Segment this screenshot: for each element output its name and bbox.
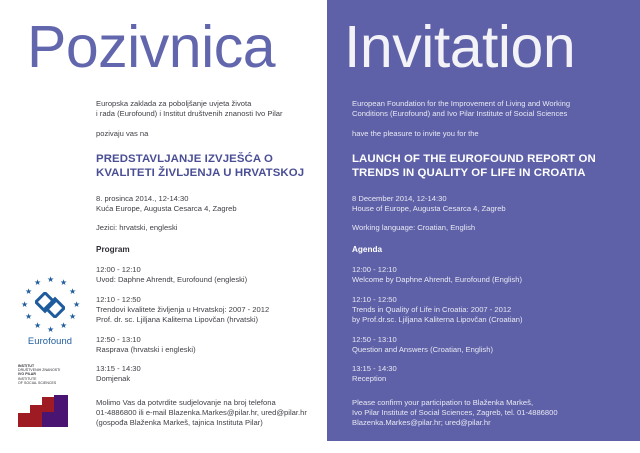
pilar-logo: [18, 364, 90, 427]
croatian-agenda-list: [96, 265, 321, 385]
croatian-body: [96, 99, 321, 429]
pilar-text-line-3: IVO PILAR: [18, 372, 36, 377]
agenda-item-desc: Trends in Quality of Life in Croatia: 2007 - 2012: [352, 304, 512, 314]
agenda-item-desc: Trendovi kvalitete življenja u Hrvatskoj: 2007 - 2012: [96, 304, 270, 314]
eu-star-icon: ★: [34, 278, 42, 287]
croatian-date-venue: [96, 194, 321, 215]
english-date-venue: [352, 194, 622, 215]
croatian-venue: Kuća Europe, Augusta Cesarca 4, Zagreb: [96, 204, 237, 214]
english-panel: [327, 0, 640, 441]
agenda-item-desc: Domjenak: [96, 374, 131, 384]
agenda-item-desc-2: Prof. dr. sc. Ljiljana Kaliterna Lipovčan (hrvatski): [96, 315, 259, 325]
croatian-date: 8. prosinca 2014., 12-14:30: [96, 193, 189, 203]
agenda-item-desc-2: by Prof.dr.sc. Ljiljana Kaliterna Lipovčan (Croatian): [352, 315, 523, 325]
eu-star-icon: ★: [21, 300, 29, 309]
eu-star-icon: ★: [60, 321, 68, 330]
eu-star-icon: ★: [60, 278, 68, 287]
croatian-organizers-line-2: i rada (Eurofound) i Institut društvenih znanosti Ivo Pilar: [96, 109, 283, 119]
english-venue: House of Europe, Augusta Cesarca 4, Zagreb: [352, 204, 506, 214]
pilar-staircase-blocks-icon: [18, 387, 80, 427]
croatian-contact: [96, 398, 321, 429]
croatian-event-title: [96, 152, 321, 180]
english-organizers-line-1: European Foundation for the Improvement of Living and Working: [352, 99, 571, 108]
agenda-item-time: 12:00 - 12:10: [352, 265, 397, 275]
agenda-item-time: 12:50 - 13:10: [352, 334, 397, 344]
english-date: 8 December 2014, 12-14:30: [352, 193, 447, 203]
agenda-item: [96, 335, 321, 356]
english-agenda-list: [352, 265, 622, 385]
pilar-text-line-5: OF SOCIAL SCIENCES: [18, 380, 57, 385]
eurofound-logo: [14, 276, 86, 346]
agenda-item: [352, 335, 622, 356]
english-body: [352, 99, 622, 429]
eu-star-icon: ★: [47, 275, 55, 284]
english-headline: Invitation: [344, 14, 576, 80]
agenda-item: [352, 295, 622, 326]
eu-star-icon: ★: [73, 300, 81, 309]
agenda-item-time: 12:10 - 12:50: [96, 294, 141, 304]
agenda-item-time: 12:00 - 12:10: [96, 265, 141, 275]
eu-star-icon: ★: [47, 325, 55, 334]
agenda-item-time: 12:10 - 12:50: [352, 294, 397, 304]
english-event-title: [352, 152, 622, 180]
agenda-item-desc: Rasprava (hrvatski i engleski): [96, 344, 196, 354]
agenda-item-time: 13:15 - 14:30: [352, 364, 397, 374]
croatian-event-title-line-1: PREDSTAVLJANJE IZVJEŠĆA O: [96, 152, 273, 165]
agenda-item: [96, 295, 321, 326]
english-event-title-line-1: LAUNCH OF THE EUROFOUND REPORT ON: [352, 152, 596, 165]
agenda-item: [96, 364, 321, 385]
croatian-event-title-line-2: KVALITETI ŽIVLJENJA U HRVATSKOJ: [96, 166, 305, 179]
pilar-text-line-2: DRUŠTVENIH ZNANOSTI: [18, 368, 61, 373]
english-contact-line-2: Ivo Pilar Institute of Social Sciences, Zagreb, tel. 01-4886800: [352, 408, 558, 418]
croatian-headline: Pozivnica: [27, 14, 276, 80]
agenda-item-time: 12:50 - 13:10: [96, 334, 141, 344]
eu-star-icon: ★: [34, 321, 42, 330]
eu-star-icon: ★: [69, 287, 77, 296]
croatian-contact-line-2: 01-4886800 ili e-mail Blazenka.Markes@pilar.hr, ured@pilar.hr: [96, 408, 307, 418]
croatian-invite-line: pozivaju vas na: [96, 128, 149, 138]
english-organizers-line-2: Conditions (Eurofound) and Ivo Pilar Institute of Social Sciences: [352, 109, 568, 119]
croatian-contact-line-3: (gospođa Blaženka Markeš, tajnica Instituta Pilar): [96, 418, 263, 428]
agenda-item-time: 13:15 - 14:30: [96, 364, 141, 374]
english-organizers: [352, 99, 622, 120]
english-languages: Working language: Croatian, English: [352, 223, 476, 233]
english-contact: [352, 398, 622, 429]
agenda-item-desc: Uvod: Daphne Ahrendt, Eurofound (engleski): [96, 275, 248, 285]
croatian-agenda-label: Program: [96, 244, 130, 254]
agenda-item: [96, 265, 321, 286]
croatian-organizers: [96, 99, 321, 120]
pilar-text-line-4: INSTITUTE: [18, 376, 37, 381]
english-contact-line-3: Blazenka.Markes@pilar.hr; ured@pilar.hr: [352, 418, 491, 428]
croatian-organizers-line-1: Europska zaklada za poboljšanje uvjeta života: [96, 99, 252, 108]
english-agenda-label: Agenda: [352, 244, 383, 254]
agenda-item: [352, 265, 622, 286]
eurofound-wordmark: Eurofound: [27, 335, 73, 346]
eu-star-icon: ★: [25, 312, 33, 321]
english-event-title-line-2: TRENDS IN QUALITY OF LIFE IN CROATIA: [352, 166, 586, 179]
english-invite-line: have the pleasure to invite you for the: [352, 128, 479, 138]
agenda-item: [352, 364, 622, 385]
eu-star-icon: ★: [25, 287, 33, 296]
agenda-item-desc: Welcome by Daphne Ahrendt, Eurofound (English): [352, 275, 522, 285]
pilar-text-line-1: INSTITUT: [18, 364, 35, 368]
pilar-logo-text: [18, 364, 90, 385]
eu-stars-circle-icon: [18, 276, 82, 334]
eurofound-interlocking-squares-icon: [35, 292, 65, 318]
agenda-item-desc: Reception: [352, 374, 387, 384]
croatian-languages: Jezici: hrvatski, engleski: [96, 223, 178, 233]
english-contact-line-1: Please confirm your participation to Blaženka Markeš,: [352, 397, 534, 407]
eu-star-icon: ★: [69, 312, 77, 321]
agenda-item-desc: Question and Answers (Croatian, English): [352, 344, 493, 354]
croatian-contact-line-1: Molimo Vas da potvrdite sudjelovanje na broj telefona: [96, 397, 276, 407]
